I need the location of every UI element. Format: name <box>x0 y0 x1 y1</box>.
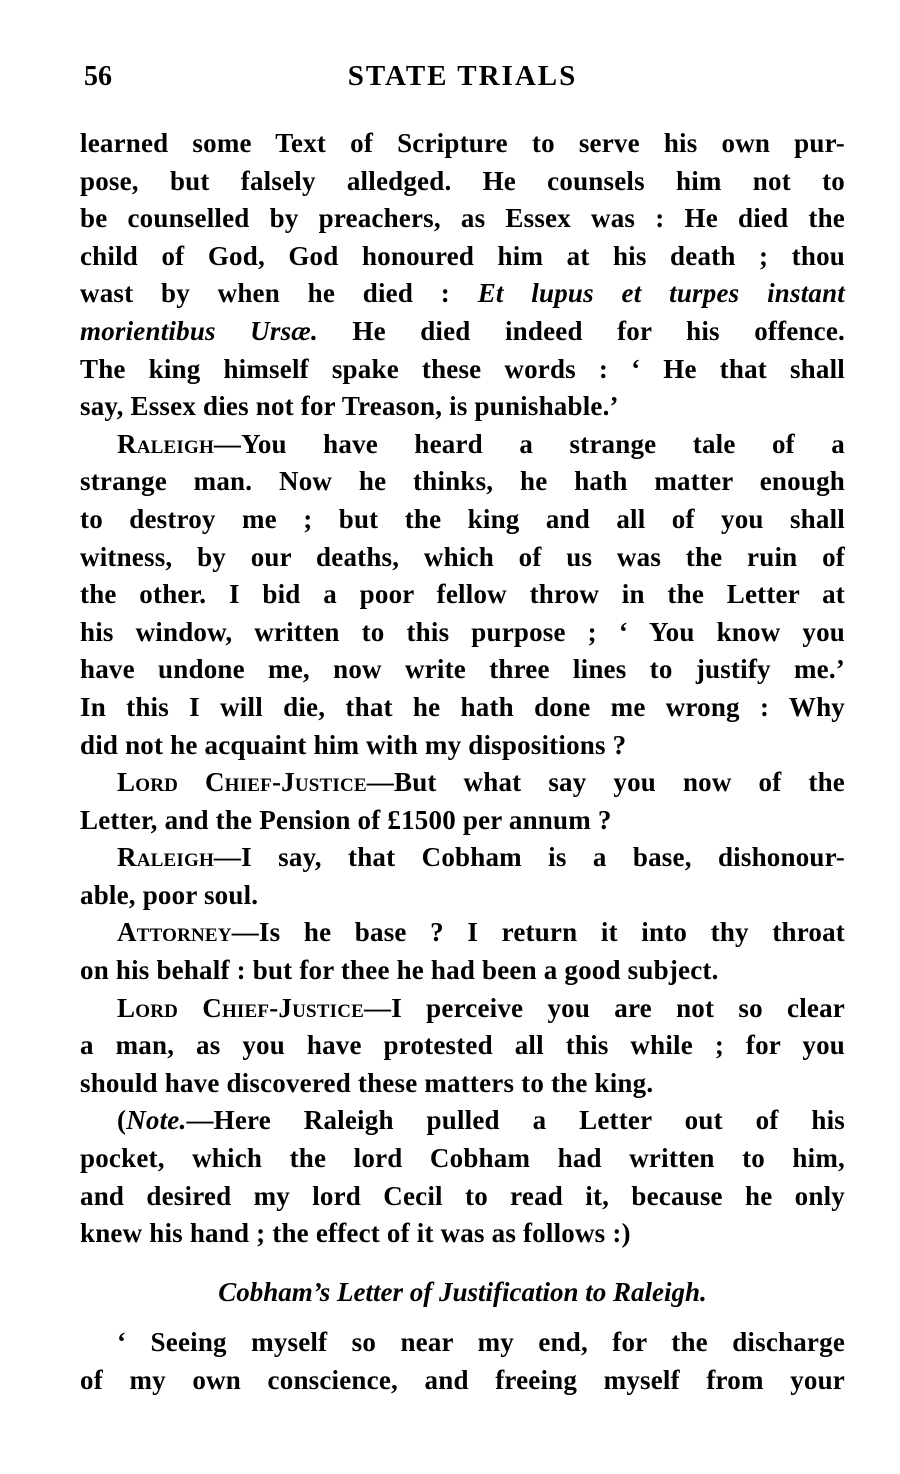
line-text: ( <box>117 1105 127 1136</box>
text-line: on his behalf : but for thee he had been a good subject. <box>80 955 719 986</box>
running-title: STATE TRIALS <box>347 60 578 92</box>
latin-phrase: Et lupus et turpes instant <box>477 278 846 309</box>
text-line: knew his hand ; the effect of it was as follows :) <box>80 1218 631 1249</box>
line-text: —Is he base ? I return it into thy throat <box>231 917 845 948</box>
text-line: learned some Text of Scripture to serve his own pur- <box>80 128 845 158</box>
text-line: child of God, God honoured him at his death ; thou <box>80 240 845 271</box>
text-line: have undone me, now write three lines to justify me.’ <box>80 654 845 685</box>
line-text: —But what say you now of the <box>366 767 845 798</box>
paragraph <box>80 764 845 839</box>
text-line: In this I will die, that he hath done me wrong : Why <box>80 691 845 722</box>
text-line <box>80 1102 845 1140</box>
text-line: pocket, which the lord Cobham had written to him, <box>80 1143 845 1174</box>
speaker-name: Raleigh <box>117 842 214 873</box>
text-line: should have discovered these matters to the king. <box>80 1067 654 1098</box>
text-line: witness, by our deaths, which of us was the ruin of <box>80 541 845 572</box>
text-block <box>80 125 845 1400</box>
text-line: pose, but falsely alledged. He counsels him not to <box>80 165 845 196</box>
paragraph <box>80 839 845 914</box>
speaker-name: Raleigh <box>117 428 214 459</box>
text-line: did not he acquaint him with my dispositions ? <box>80 729 627 760</box>
text-line <box>80 426 845 464</box>
note-label: Note. <box>126 1105 187 1136</box>
letter-heading: Cobham’s Letter of Justification to Raleigh. <box>218 1276 707 1307</box>
line-text: He died indeed for his offence. <box>317 315 845 346</box>
text-line: strange man. Now he thinks, he hath matter enough <box>80 466 845 497</box>
text-line: ‘ Seeing myself so near my end, for the discharge <box>117 1327 845 1358</box>
paragraph <box>80 1102 845 1252</box>
line-text: —You have heard a strange tale of a <box>213 428 845 459</box>
line-text: —Here Raleigh pulled a Letter out of his <box>186 1105 845 1136</box>
text-line <box>80 990 845 1028</box>
page-number: 56 <box>84 61 112 92</box>
text-line <box>80 914 845 952</box>
text-line: a man, as you have protested all this while ; for you <box>80 1030 845 1061</box>
text-line: the other. I bid a poor fellow throw in the Letter at <box>80 579 845 610</box>
paragraph <box>80 1324 845 1399</box>
text-line: be counselled by preachers, as Essex was : He died the <box>80 203 845 234</box>
speaker-name: Lord Chief-Justice <box>117 992 365 1023</box>
line-text: wast by when he died : <box>80 278 478 309</box>
line-text: —I say, that Cobham is a base, dishonour- <box>213 842 845 873</box>
text-line: able, poor soul. <box>80 879 259 910</box>
text-line: The king himself spake these words : ‘ He that shall <box>80 353 845 384</box>
speaker-name: Attorney <box>117 917 232 948</box>
text-line: Letter, and the Pension of £1500 per annum ? <box>80 804 612 835</box>
text-line <box>80 764 845 802</box>
text-line: say, Essex dies not for Treason, is punishable.’ <box>80 391 619 422</box>
page-header <box>80 56 845 96</box>
paragraph <box>80 914 845 989</box>
paragraph <box>80 990 845 1103</box>
paragraph <box>80 426 845 764</box>
text-line: to destroy me ; but the king and all of you shall <box>80 503 845 534</box>
text-line: of my own conscience, and freeing myself from your <box>80 1365 845 1395</box>
text-line <box>80 839 845 877</box>
line-text: —I perceive you are not so clear <box>364 992 845 1023</box>
paragraph <box>80 125 845 426</box>
text-line <box>80 275 845 313</box>
speaker-name: Lord Chief-Justice <box>117 767 367 798</box>
text-line: his window, written to this purpose ; ‘ You know you <box>80 616 845 647</box>
text-line: and desired my lord Cecil to read it, because he only <box>80 1180 845 1211</box>
latin-phrase: morientibus Ursæ. <box>80 315 318 346</box>
text-line <box>80 313 845 351</box>
